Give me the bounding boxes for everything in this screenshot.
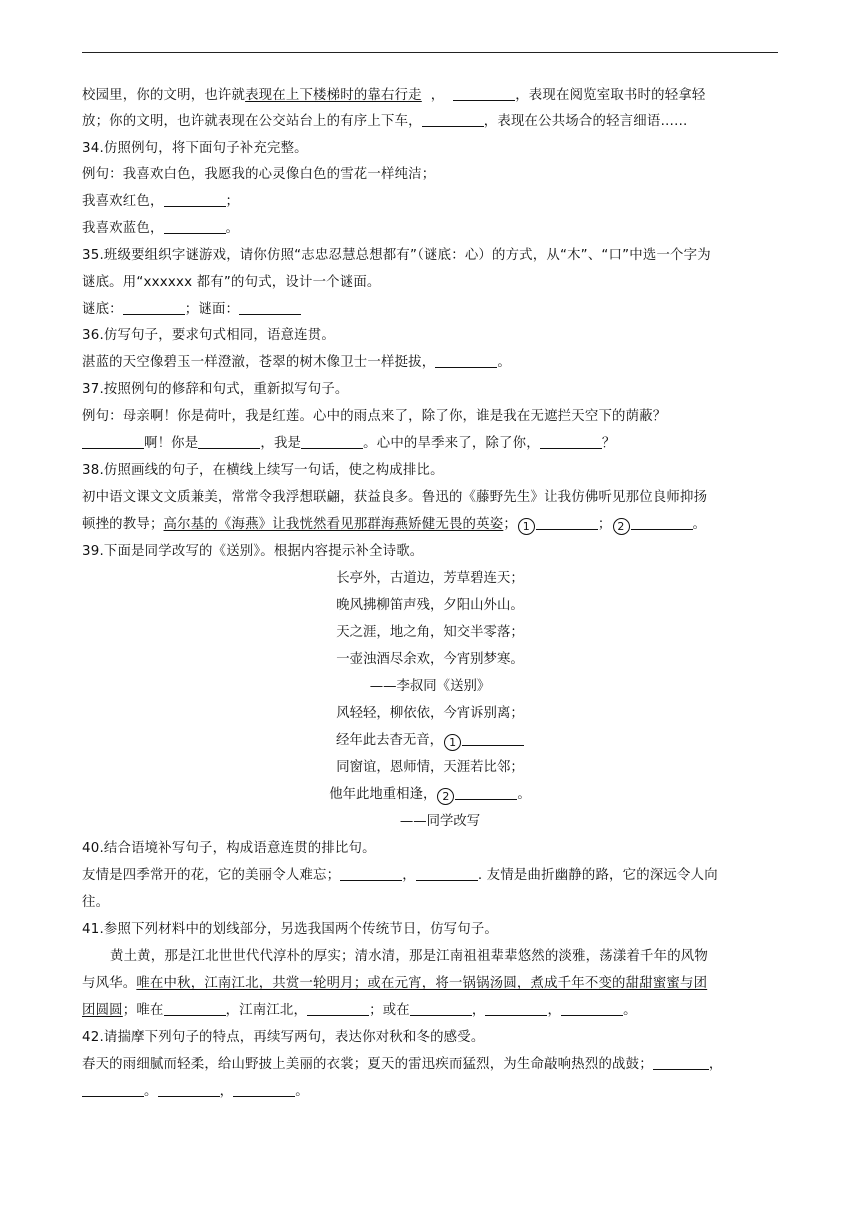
blank[interactable]	[561, 1001, 623, 1016]
blank[interactable]	[410, 1001, 472, 1016]
poem-line-5: 风轻轻，柳依依，今宵诉别离；	[336, 706, 524, 721]
q40-title: 40.结合语境补写句子，构成语意连贯的排比句。	[82, 841, 376, 856]
blank[interactable]	[198, 434, 260, 449]
blank[interactable]	[164, 192, 226, 207]
q34-line-2: 我喜欢蓝色， 。	[82, 221, 240, 236]
blank[interactable]	[536, 515, 598, 530]
q35-title: 35.班级要组织字谜游戏，请你仿照“志忠忍慧总想都有”（谜底：心）的方式，从“木”、“口”中选一个字为	[82, 248, 711, 263]
intro-line-1: 校园里，你的文明，也许就表现在上下楼梯时的靠右行走 ， ，表现在阅览室取书时的轻拿轻	[82, 88, 706, 103]
blank[interactable]	[462, 731, 524, 746]
poem-line-7: 同窗谊，恩师情，天涯若比邻；	[336, 760, 524, 775]
circled-two: 2	[437, 788, 454, 805]
blank[interactable]	[307, 1001, 369, 1016]
blank[interactable]	[301, 434, 363, 449]
blank[interactable]	[540, 434, 602, 449]
q36-title: 36.仿写句子，要求句式相同，语意连贯。	[82, 328, 335, 343]
q34-title: 34.仿照例句，将下面句子补充完整。	[82, 141, 308, 156]
poem-line-1: 长亭外，古道边，芳草碧连天；	[336, 571, 524, 586]
poem-line-3: 天之涯，地之角，知交半零落；	[336, 625, 524, 640]
poem-line-2: 晚风拂柳笛声残，夕阳山外山。	[336, 598, 524, 613]
q42-title: 42.请揣摩下列句子的特点，再续写两句，表达你对秋和冬的感受。	[82, 1030, 485, 1045]
q41-line-1: 黄土黄，那是江北世世代代淳朴的厚实；清水清，那是江南祖祖辈辈悠然的淡雅，荡漾着千年的风物	[110, 949, 708, 964]
blank[interactable]	[455, 785, 517, 800]
blank[interactable]	[416, 866, 478, 881]
poem-line-4: 一壶浊酒尽余欢，今宵别梦寒。	[336, 652, 524, 667]
circled-two: 2	[613, 518, 630, 535]
blank[interactable]	[453, 86, 515, 101]
blank[interactable]	[340, 866, 402, 881]
q39-title: 39.下面是同学改写的《送别》。根据内容提示补全诗歌。	[82, 544, 424, 559]
blank[interactable]	[82, 434, 144, 449]
blank[interactable]	[233, 1082, 295, 1097]
blank[interactable]	[82, 1082, 144, 1097]
blank[interactable]	[164, 1001, 226, 1016]
blank[interactable]	[422, 112, 484, 127]
poem-author-2: ——同学改写	[399, 814, 481, 829]
blank[interactable]	[435, 353, 497, 368]
q38-title: 38.仿照画线的句子，在横线上续写一句话，使之构成排比。	[82, 463, 444, 478]
q41-line-3: 团圆圆；唯在 ，江南江北， ；或在 ， ， 。	[82, 1003, 637, 1018]
q42-line-2: 。 ， 。	[82, 1082, 782, 1102]
blank[interactable]	[123, 300, 185, 315]
poem-author-1: ——李叔同《送别》	[369, 679, 491, 694]
q35-title-2: 谜底。用“xxxxxx 都有”的句式，设计一个谜面。	[82, 275, 381, 290]
circled-one: 1	[518, 518, 535, 535]
blank[interactable]	[653, 1055, 709, 1070]
circled-one: 1	[444, 734, 461, 751]
q36-text: 湛蓝的天空像碧玉一样澄澈，苍翠的树木像卫士一样挺拔， 。	[82, 355, 511, 370]
q34-example: 例句：我喜欢白色，我愿我的心灵像白色的雪花一样纯洁；	[82, 167, 436, 182]
header-rule	[82, 52, 778, 53]
q37-title: 37.按照例句的修辞和句式，重新拟写句子。	[82, 382, 349, 397]
q38-line-1: 初中语文课文文质兼美，常常令我浮想联翩，获益良多。鲁迅的《藤野先生》让我仿佛听见那位良师抑扬	[82, 490, 708, 505]
poem-line-8: 他年此地重相逢， 2 。	[329, 787, 531, 803]
q34-line-1: 我喜欢红色， ；	[82, 194, 240, 209]
blank[interactable]	[485, 1001, 547, 1016]
q35-answer: 谜底： ；谜面：	[82, 300, 782, 320]
poem-line-6: 经年此去杳无音， 1	[0, 731, 860, 751]
blank[interactable]	[164, 219, 226, 234]
q40-line-1: 友情是四季常开的花，它的美丽令人难忘； ， . 友情是曲折幽静的路，它的深远令人向	[82, 868, 718, 883]
q42-line-1: 春天的雨细腻而轻柔，给山野披上美丽的衣裳；夏天的雷迅疾而猛烈，为生命敲响热烈的战鼓； ，	[82, 1057, 723, 1072]
blank[interactable]	[239, 300, 301, 315]
q37-answer: 啊！你是 ，我是 。心中的旱季来了，除了你， ？	[82, 434, 782, 454]
blank[interactable]	[631, 515, 693, 530]
blank[interactable]	[158, 1082, 220, 1097]
q38-line-2: 顿挫的教导；高尔基的《海燕》让我恍然看见那群海燕矫健无畏的英姿； 1 ； 2 。	[82, 517, 707, 533]
intro-line-2: 放；你的文明，也许就表现在公交站台上的有序上下车， ，表现在公共场合的轻言细语……	[82, 114, 688, 129]
q40-line-2: 往。	[82, 895, 110, 910]
q41-line-2: 与风华。唯在中秋，江南江北，共赏一轮明月；或在元宵，将一锅锅汤圆，煮成千年不变的甜甜蜜蜜与团	[82, 976, 708, 991]
q41-title: 41.参照下列材料中的划线部分，另选我国两个传统节日，仿写句子。	[82, 922, 499, 937]
q37-example: 例句：母亲啊！你是荷叶，我是红莲。心中的雨点来了，除了你，谁是我在无遮拦天空下的荫蔽？	[82, 409, 667, 424]
